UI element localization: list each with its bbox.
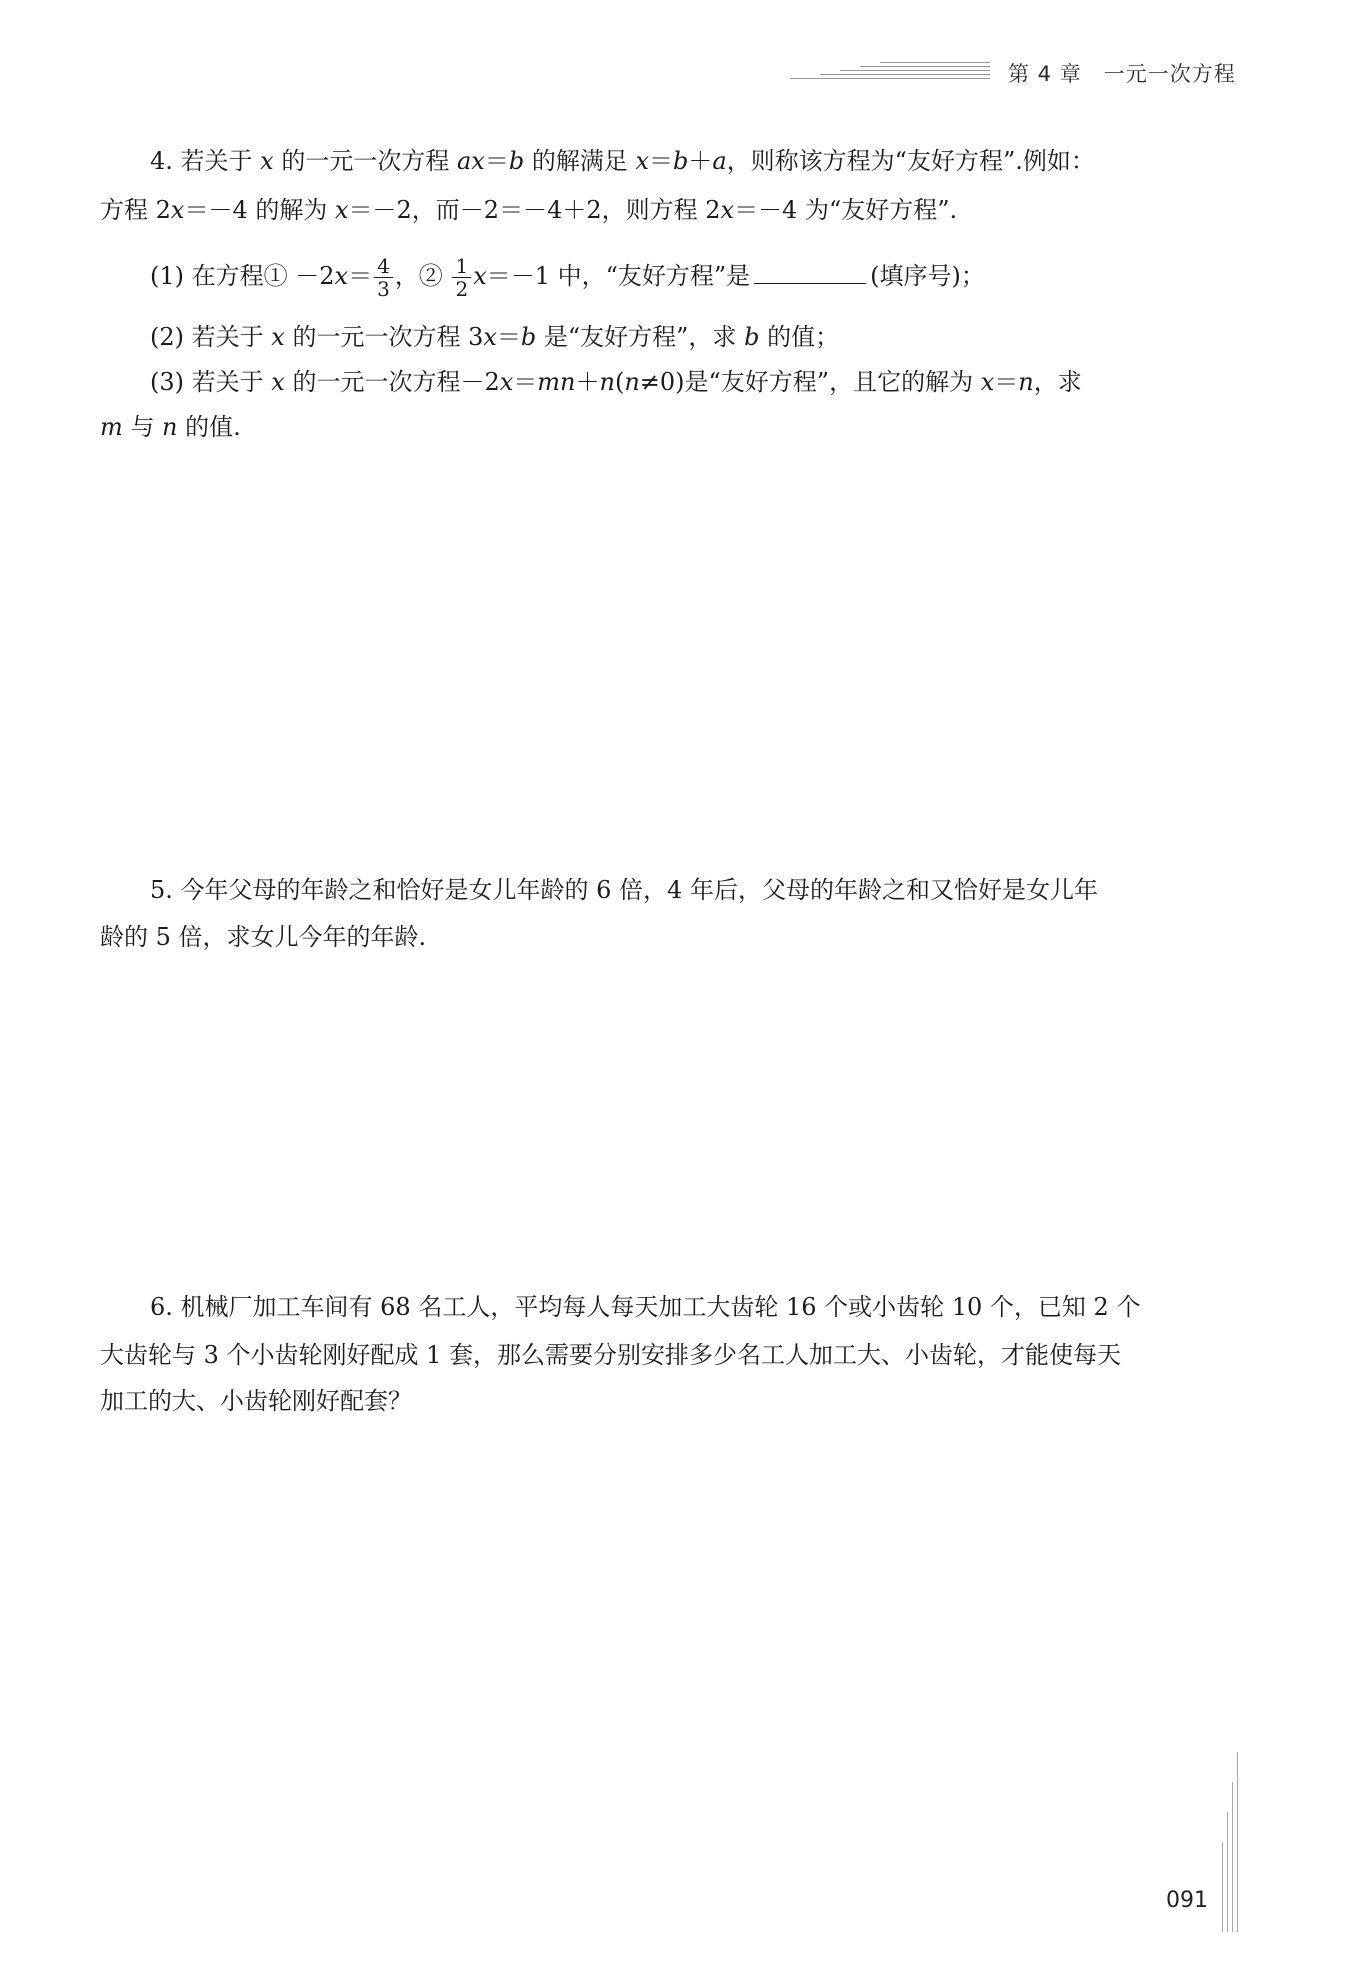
- page-edge-decoration: [1222, 1752, 1244, 1932]
- fraction-four-thirds: $\frac{4}{3}$: [374, 255, 393, 300]
- problem4-sub3-line1: (3) 若关于 x 的一元一次方程－2x＝mn＋n(n≠0)是“友好方程”，且它的解为 x＝n，求: [150, 368, 1082, 396]
- header-decoration-lines: [790, 62, 990, 84]
- problem6-line3: 加工的大、小齿轮刚好配套？: [100, 1387, 412, 1415]
- problem4-sub3-line2: m 与 n 的值.: [100, 413, 241, 441]
- chapter-header: [1008, 58, 1236, 88]
- problem5-line2: 龄的 5 倍，求女儿今年的年龄.: [100, 923, 427, 951]
- problem4-sub2: (2) 若关于 x 的一元一次方程 3x＝b 是“友好方程”，求 b 的值；: [150, 323, 840, 351]
- problem4-sub1: (1) 在方程① －2x＝ $\frac{4}{3}$ ，② $\frac{1}{2}$ x＝－1 中，“友好方程”是 (填序号)；: [150, 254, 985, 301]
- fraction-one-half: $\frac{1}{2}$: [452, 255, 471, 300]
- problem6-line2: 大齿轮与 3 个小齿轮刚好配成 1 套，那么需要分别安排多少名工人加工大、小齿轮，才能使每天: [100, 1341, 1122, 1369]
- answer-blank: [754, 261, 866, 284]
- chapter-number: 第 4 章: [1008, 62, 1082, 86]
- problem6-line1: 6. 机械厂加工车间有 68 名工人，平均每人每天加工大齿轮 16 个或小齿轮 10 个，已知 2 个: [150, 1293, 1141, 1321]
- problem4-line1: 4. 若关于 x 的一元一次方程 ax＝b 的解满足 x＝b＋a，则称该方程为“友好方程”.例如：: [150, 147, 1095, 175]
- page-number: 091: [1166, 1888, 1208, 1913]
- problem5-line1: 5. 今年父母的年龄之和恰好是女儿年龄的 6 倍，4 年后，父母的年龄之和又恰好是女儿年: [150, 876, 1098, 904]
- chapter-title: 一元一次方程: [1103, 62, 1236, 86]
- problem4-line2: 方程 2x＝－4 的解为 x＝－2，而－2＝－4＋2，则方程 2x＝－4 为“友好方程”.: [100, 196, 958, 224]
